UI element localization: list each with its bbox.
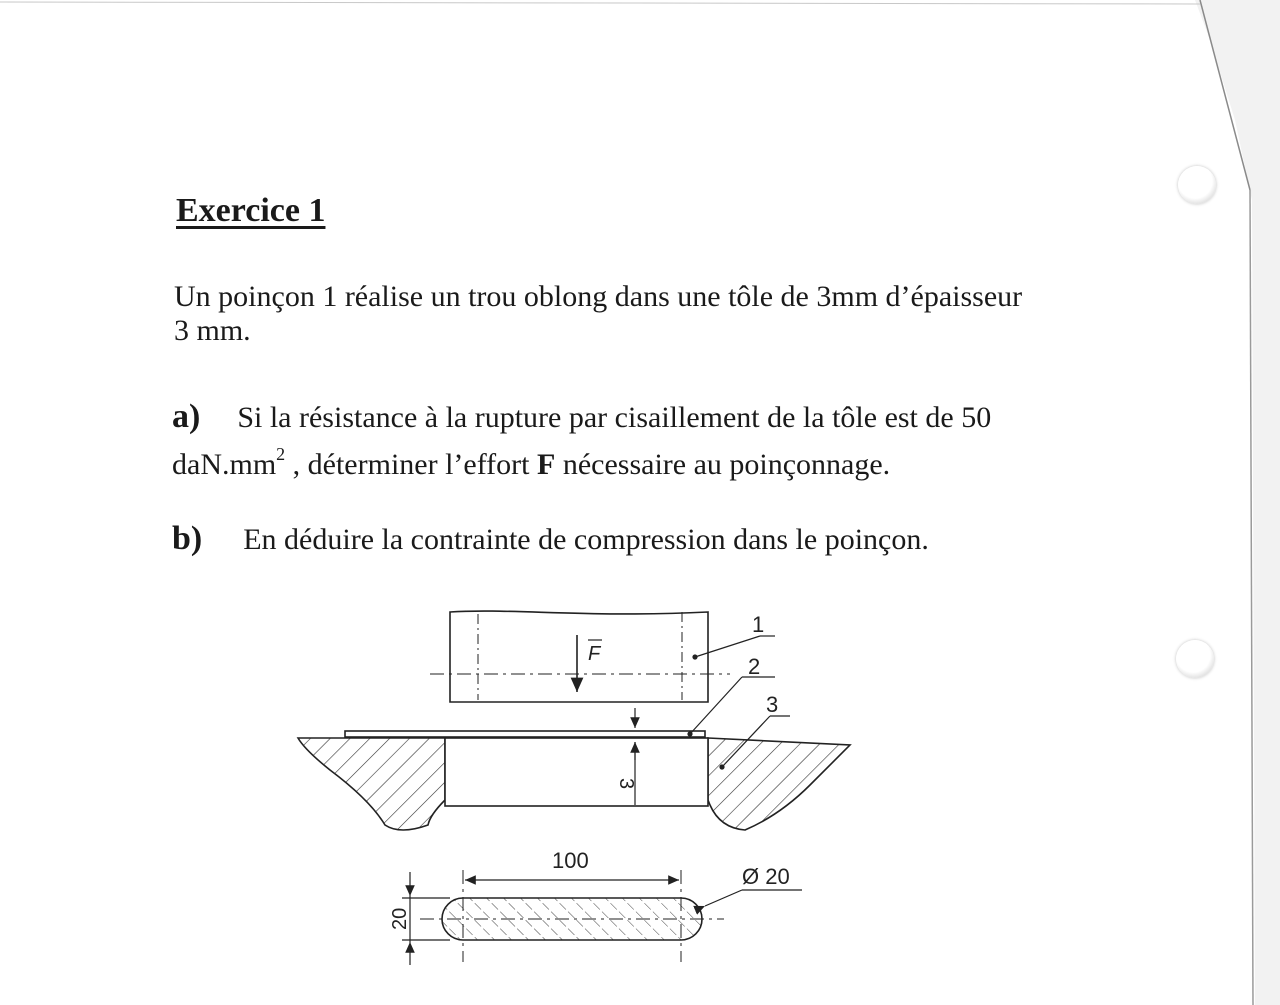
question-b-text: En déduire la contrainte de compression dans le poinçon. — [243, 523, 929, 556]
part-1-label: 1 — [752, 612, 765, 637]
exercise-title: Exercice 1 — [176, 192, 326, 229]
question-a-text-1: Si la résistance à la rupture par cisaillement de la tôle est de 50 — [237, 401, 992, 434]
die-part — [298, 738, 850, 830]
binder-hole-top — [1178, 166, 1216, 204]
oblong-hole-view — [420, 870, 724, 962]
intro-line-2: 3 mm. — [174, 314, 251, 347]
intro-line-1: Un poinçon 1 réalise un trou oblong dans une tôle de 3mm d’épaisseur — [174, 280, 1023, 313]
punch-part — [430, 611, 730, 702]
unit-exponent: 2 — [276, 444, 286, 464]
sheet-part — [345, 731, 705, 737]
diameter-leader — [705, 890, 802, 906]
binder-hole-bottom — [1176, 640, 1214, 678]
force-arrow — [577, 635, 602, 692]
diameter-label: Ø 20 — [742, 864, 790, 889]
question-a-text-2: , déterminer l’effort — [285, 448, 537, 481]
question-a-label: a) — [172, 398, 201, 435]
question-b — [172, 522, 929, 557]
question-a-line-2 — [172, 437, 991, 482]
length-label: 100 — [552, 848, 589, 873]
question-a — [172, 400, 991, 482]
width-label: 20 — [389, 907, 411, 930]
question-b-label: b) — [172, 520, 203, 557]
part-2-label: 2 — [748, 654, 761, 679]
thickness-label: 3 — [615, 778, 637, 790]
unit-text: daN.mm — [172, 448, 277, 481]
part-3-label: 3 — [766, 692, 779, 717]
force-symbol: F — [537, 448, 556, 481]
punching-diagram — [290, 600, 870, 970]
intro-paragraph — [174, 280, 1134, 348]
question-a-text-3: nécessaire au poinçonnage. — [555, 448, 891, 481]
force-label: F — [588, 643, 601, 665]
question-a-line-1 — [172, 400, 991, 435]
